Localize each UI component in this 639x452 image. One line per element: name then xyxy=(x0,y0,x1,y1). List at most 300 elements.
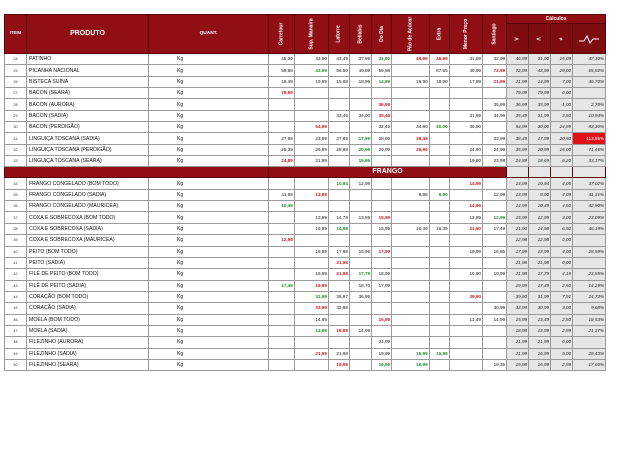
difference-cell[interactable]: 3,00 xyxy=(551,212,573,223)
product-name-cell[interactable]: FRANGO CONGELADO (MAURICEA) xyxy=(27,201,149,212)
price-cell[interactable]: 15,99 xyxy=(372,314,392,325)
variation-percent-cell[interactable]: 23,09% xyxy=(573,212,606,223)
price-cell[interactable] xyxy=(269,337,295,348)
price-cell[interactable]: 12,99 xyxy=(482,212,506,223)
item-number-cell[interactable]: 28 xyxy=(5,99,27,110)
price-cell[interactable]: 16,99 xyxy=(372,359,392,370)
price-cell[interactable]: 39,90 xyxy=(449,291,482,302)
difference-cell[interactable]: 0,00 xyxy=(551,337,573,348)
item-number-cell[interactable]: 50 xyxy=(5,359,27,370)
product-name-cell[interactable]: COXA E SOBRECOXA (BOM TODO) xyxy=(27,212,149,223)
price-cell[interactable] xyxy=(429,303,449,314)
price-cell[interactable] xyxy=(449,280,482,291)
price-cell[interactable]: 46,99 xyxy=(392,54,430,65)
price-cell[interactable] xyxy=(429,337,449,348)
product-name-cell[interactable]: MOELA (SADIA) xyxy=(27,325,149,336)
price-cell[interactable] xyxy=(449,133,482,144)
price-cell[interactable] xyxy=(372,257,392,268)
variation-percent-cell[interactable]: 65,92% xyxy=(573,65,606,76)
product-name-cell[interactable]: BISTECA SUÍNA xyxy=(27,76,149,87)
price-cell[interactable]: 24,99 xyxy=(482,144,506,155)
price-cell[interactable] xyxy=(392,65,430,76)
variation-percent-cell[interactable] xyxy=(573,257,606,268)
price-cell[interactable]: 72,99 xyxy=(482,65,506,76)
variation-percent-cell[interactable]: 42,90% xyxy=(573,201,606,212)
variation-percent-cell[interactable]: 41,31% xyxy=(573,189,606,200)
price-cell[interactable]: 18,99 xyxy=(349,76,371,87)
min-price-cell[interactable]: 10,94 xyxy=(529,178,551,189)
min-price-cell[interactable]: 9,90 xyxy=(529,189,551,200)
min-price-cell[interactable]: 13,99 xyxy=(529,246,551,257)
price-cell[interactable] xyxy=(328,201,349,212)
variation-percent-cell[interactable]: 21,37% xyxy=(573,325,606,336)
price-cell[interactable]: 17,49 xyxy=(269,280,295,291)
price-cell[interactable] xyxy=(392,88,430,99)
price-cell[interactable]: 27,99 xyxy=(269,133,295,144)
price-cell[interactable] xyxy=(269,246,295,257)
price-cell[interactable] xyxy=(372,156,392,167)
price-cell[interactable] xyxy=(392,269,430,280)
price-cell[interactable] xyxy=(482,337,506,348)
max-price-cell[interactable]: 21,99 xyxy=(507,348,529,359)
variation-percent-cell[interactable]: 83,30% xyxy=(573,122,606,133)
min-price-cell[interactable]: 20,99 xyxy=(529,144,551,155)
difference-cell[interactable]: 29,00 xyxy=(551,65,573,76)
min-price-cell[interactable]: 14,99 xyxy=(529,76,551,87)
price-cell[interactable]: 21,90 xyxy=(449,223,482,234)
price-cell[interactable]: 59,98 xyxy=(372,65,392,76)
item-number-cell[interactable]: 42 xyxy=(5,269,27,280)
price-cell[interactable] xyxy=(349,359,371,370)
price-cell[interactable] xyxy=(294,110,328,121)
price-cell[interactable]: 59,98 xyxy=(269,65,295,76)
price-cell[interactable]: 18,99 xyxy=(372,269,392,280)
price-cell[interactable] xyxy=(269,110,295,121)
price-cell[interactable]: 14,79 xyxy=(328,212,349,223)
price-cell[interactable]: 16,99 xyxy=(294,246,328,257)
max-price-cell[interactable]: 15,99 xyxy=(507,314,529,325)
item-number-cell[interactable]: 32 xyxy=(5,144,27,155)
difference-cell[interactable]: 4,19 xyxy=(551,269,573,280)
price-cell[interactable]: 14,99 xyxy=(349,325,371,336)
min-price-cell[interactable]: 17,99 xyxy=(529,133,551,144)
price-cell[interactable] xyxy=(429,246,449,257)
difference-cell[interactable]: 6,92 xyxy=(551,223,573,234)
product-name-cell[interactable]: PATINHO xyxy=(27,54,149,65)
variation-percent-cell[interactable]: 10,94% xyxy=(573,110,606,121)
variation-percent-cell[interactable]: 71,46% xyxy=(573,144,606,155)
price-cell[interactable]: 9,90 xyxy=(429,189,449,200)
price-cell[interactable]: 36,99 xyxy=(349,291,371,302)
min-price-cell[interactable]: 13,49 xyxy=(529,314,551,325)
quantity-unit-cell[interactable]: Kg xyxy=(149,65,269,76)
price-cell[interactable]: 18,70 xyxy=(349,280,371,291)
price-cell[interactable] xyxy=(482,325,506,336)
price-cell[interactable] xyxy=(349,235,371,246)
item-number-cell[interactable]: 47 xyxy=(5,325,27,336)
variation-percent-cell[interactable]: 14,29% xyxy=(573,280,606,291)
price-cell[interactable] xyxy=(269,314,295,325)
price-cell[interactable] xyxy=(372,88,392,99)
variation-percent-cell[interactable] xyxy=(573,337,606,348)
price-cell[interactable]: 23,99 xyxy=(294,133,328,144)
price-cell[interactable] xyxy=(349,99,371,110)
difference-cell[interactable]: 6,20 xyxy=(551,156,573,167)
quantity-unit-cell[interactable]: Kg xyxy=(149,359,269,370)
min-price-cell[interactable]: 12,99 xyxy=(529,212,551,223)
quantity-unit-cell[interactable]: Kg xyxy=(149,246,269,257)
price-cell[interactable]: 41,59 xyxy=(449,54,482,65)
price-cell[interactable]: 16,85 xyxy=(482,246,506,257)
price-cell[interactable] xyxy=(349,189,371,200)
price-cell[interactable] xyxy=(392,280,430,291)
price-cell[interactable]: 14,98 xyxy=(328,223,349,234)
price-cell[interactable]: 14,99 xyxy=(449,178,482,189)
price-cell[interactable]: 49,99 xyxy=(449,65,482,76)
product-name-cell[interactable]: FILEZINHO (AURORA) xyxy=(27,337,149,348)
price-cell[interactable]: 23,99 xyxy=(482,133,506,144)
price-cell[interactable]: 15,99 xyxy=(372,223,392,234)
quantity-unit-cell[interactable]: Kg xyxy=(149,144,269,155)
price-cell[interactable] xyxy=(269,99,295,110)
min-price-cell[interactable]: 30,99 xyxy=(529,303,551,314)
price-cell[interactable]: 38,97 xyxy=(328,291,349,302)
price-cell[interactable]: 18,90 xyxy=(429,76,449,87)
price-cell[interactable]: 9,98 xyxy=(392,189,430,200)
price-cell[interactable]: 43,90 xyxy=(294,54,328,65)
variation-percent-cell[interactable]: 23,55% xyxy=(573,269,606,280)
price-cell[interactable] xyxy=(328,314,349,325)
item-number-cell[interactable]: 25 xyxy=(5,65,27,76)
min-price-cell[interactable]: 16,99 xyxy=(529,359,551,370)
price-cell[interactable] xyxy=(269,348,295,359)
price-cell[interactable] xyxy=(269,359,295,370)
item-number-cell[interactable]: 35 xyxy=(5,189,27,200)
quantity-unit-cell[interactable]: Kg xyxy=(149,189,269,200)
price-cell[interactable] xyxy=(392,110,430,121)
difference-cell[interactable]: 4,09 xyxy=(551,189,573,200)
price-cell[interactable] xyxy=(429,257,449,268)
product-name-cell[interactable]: CORAÇÃO (SADIA) xyxy=(27,303,149,314)
min-price-cell[interactable]: 13,99 xyxy=(529,325,551,336)
quantity-unit-cell[interactable]: Kg xyxy=(149,54,269,65)
price-cell[interactable]: 33,98 xyxy=(328,303,349,314)
max-price-cell[interactable]: 21,99 xyxy=(507,76,529,87)
price-cell[interactable]: 18,98 xyxy=(328,325,349,336)
price-cell[interactable] xyxy=(269,325,295,336)
price-cell[interactable] xyxy=(349,257,371,268)
item-number-cell[interactable]: 44 xyxy=(5,291,27,302)
product-name-cell[interactable]: LINGUIÇA TOSCANA (PERDIGÃO) xyxy=(27,144,149,155)
product-name-cell[interactable]: FILÉ DE PEITO (SADIA) xyxy=(27,280,149,291)
min-price-cell[interactable]: 18,69 xyxy=(529,156,551,167)
difference-cell[interactable]: 3,50 xyxy=(551,110,573,121)
price-cell[interactable] xyxy=(429,88,449,99)
price-cell[interactable]: 31,90 xyxy=(372,54,392,65)
price-cell[interactable]: 43,49 xyxy=(328,54,349,65)
price-cell[interactable] xyxy=(328,99,349,110)
price-cell[interactable] xyxy=(429,144,449,155)
difference-cell[interactable]: 0,00 xyxy=(551,88,573,99)
variation-percent-cell[interactable]: 24,73% xyxy=(573,291,606,302)
price-cell[interactable] xyxy=(429,201,449,212)
price-cell[interactable] xyxy=(449,88,482,99)
price-cell[interactable]: 19,99 xyxy=(294,76,328,87)
price-cell[interactable] xyxy=(349,122,371,133)
price-cell[interactable] xyxy=(269,178,295,189)
price-cell[interactable] xyxy=(349,223,371,234)
price-cell[interactable]: 36,99 xyxy=(372,99,392,110)
price-cell[interactable]: 19,49 xyxy=(269,76,295,87)
price-cell[interactable]: 23,99 xyxy=(482,156,506,167)
price-cell[interactable]: 19,35 xyxy=(482,359,506,370)
product-name-cell[interactable]: FILÉ DE PEITO (BOM TODO) xyxy=(27,269,149,280)
min-price-cell[interactable]: 12,98 xyxy=(529,235,551,246)
difference-cell[interactable]: 2,50 xyxy=(551,280,573,291)
min-price-cell[interactable]: 17,49 xyxy=(529,280,551,291)
min-price-cell[interactable]: 31,99 xyxy=(529,291,551,302)
product-name-cell[interactable]: BACON (SADIA) xyxy=(27,110,149,121)
item-number-cell[interactable]: 33 xyxy=(5,156,27,167)
min-price-cell[interactable]: 31,99 xyxy=(529,110,551,121)
max-price-cell[interactable]: 14,99 xyxy=(507,201,529,212)
max-price-cell[interactable]: 21,98 xyxy=(507,257,529,268)
max-price-cell[interactable]: 14,99 xyxy=(507,178,529,189)
price-cell[interactable]: 19,90 xyxy=(392,76,430,87)
price-cell[interactable] xyxy=(429,314,449,325)
price-cell[interactable] xyxy=(349,201,371,212)
price-cell[interactable] xyxy=(449,303,482,314)
price-cell[interactable] xyxy=(392,303,430,314)
min-price-cell[interactable]: 14,98 xyxy=(529,223,551,234)
max-price-cell[interactable]: 39,90 xyxy=(507,291,529,302)
price-cell[interactable] xyxy=(449,348,482,359)
difference-cell[interactable]: 0,00 xyxy=(551,257,573,268)
price-cell[interactable] xyxy=(392,314,430,325)
price-cell[interactable]: 67,55 xyxy=(429,65,449,76)
difference-cell[interactable]: 15,00 xyxy=(551,144,573,155)
price-cell[interactable] xyxy=(328,337,349,348)
price-cell[interactable]: 38,49 xyxy=(392,133,430,144)
price-cell[interactable]: 45,30 xyxy=(269,54,295,65)
product-name-cell[interactable]: BACON (SEARA) xyxy=(27,88,149,99)
price-cell[interactable] xyxy=(429,269,449,280)
product-name-cell[interactable]: LINGUIÇA TOSCANA (SEARA) xyxy=(27,156,149,167)
price-cell[interactable] xyxy=(429,359,449,370)
price-cell[interactable]: 19,99 xyxy=(294,280,328,291)
price-cell[interactable]: 36,90 xyxy=(449,122,482,133)
price-cell[interactable]: 16,99 xyxy=(429,348,449,359)
price-cell[interactable] xyxy=(392,201,430,212)
price-cell[interactable] xyxy=(294,178,328,189)
price-cell[interactable] xyxy=(482,348,506,359)
max-price-cell[interactable]: 79,99 xyxy=(507,88,529,99)
price-cell[interactable]: 18,99 xyxy=(294,269,328,280)
item-number-cell[interactable]: 41 xyxy=(5,257,27,268)
product-name-cell[interactable]: FRANGO CONGELADO (BOM TODO) xyxy=(27,178,149,189)
price-cell[interactable]: 21,99 xyxy=(372,337,392,348)
max-price-cell[interactable]: 35,49 xyxy=(507,110,529,121)
price-cell[interactable] xyxy=(349,337,371,348)
max-price-cell[interactable]: 33,99 xyxy=(507,303,529,314)
quantity-unit-cell[interactable]: Kg xyxy=(149,235,269,246)
variation-percent-cell[interactable]: 28,59% xyxy=(573,246,606,257)
item-number-cell[interactable]: 37 xyxy=(5,212,27,223)
price-cell[interactable] xyxy=(482,88,506,99)
price-cell[interactable]: 56,50 xyxy=(328,65,349,76)
product-name-cell[interactable]: FRANGO CONGELADO (SADIA) xyxy=(27,189,149,200)
price-cell[interactable]: 33,99 xyxy=(294,303,328,314)
price-cell[interactable]: 19,90 xyxy=(449,269,482,280)
item-number-cell[interactable]: 49 xyxy=(5,348,27,359)
product-name-cell[interactable]: LINGUIÇA TOSCANA (SADIA) xyxy=(27,133,149,144)
quantity-unit-cell[interactable]: Kg xyxy=(149,88,269,99)
price-cell[interactable] xyxy=(349,303,371,314)
price-cell[interactable] xyxy=(392,325,430,336)
price-cell[interactable]: 43,99 xyxy=(294,65,328,76)
price-cell[interactable] xyxy=(269,257,295,268)
min-price-cell[interactable]: 21,98 xyxy=(529,257,551,268)
max-price-cell[interactable]: 21,90 xyxy=(507,223,529,234)
price-cell[interactable] xyxy=(392,291,430,302)
price-cell[interactable]: 14,99 xyxy=(449,201,482,212)
price-cell[interactable]: 14,99 xyxy=(372,76,392,87)
item-number-cell[interactable]: 26 xyxy=(5,76,27,87)
difference-cell[interactable]: 5,00 xyxy=(551,348,573,359)
variation-percent-cell[interactable] xyxy=(573,235,606,246)
variation-percent-cell[interactable]: 47,30% xyxy=(573,54,606,65)
price-cell[interactable] xyxy=(449,359,482,370)
quantity-unit-cell[interactable]: Kg xyxy=(149,303,269,314)
item-number-cell[interactable]: 40 xyxy=(5,246,27,257)
price-cell[interactable] xyxy=(429,212,449,223)
price-cell[interactable] xyxy=(372,235,392,246)
price-cell[interactable] xyxy=(449,325,482,336)
price-cell[interactable]: 21,98 xyxy=(328,348,349,359)
price-cell[interactable]: 21,98 xyxy=(328,257,349,268)
price-cell[interactable]: 30,00 xyxy=(429,122,449,133)
quantity-unit-cell[interactable]: Kg xyxy=(149,325,269,336)
difference-cell[interactable]: 1,00 xyxy=(551,99,573,110)
product-name-cell[interactable]: COXA E SOBRECOXA (MAURICEA) xyxy=(27,235,149,246)
price-cell[interactable] xyxy=(429,235,449,246)
max-price-cell[interactable]: 17,99 xyxy=(507,246,529,257)
price-cell[interactable] xyxy=(269,212,295,223)
price-cell[interactable] xyxy=(429,280,449,291)
max-price-cell[interactable]: 46,99 xyxy=(507,54,529,65)
price-cell[interactable]: 13,59 xyxy=(349,212,371,223)
price-cell[interactable] xyxy=(328,189,349,200)
difference-cell[interactable]: 7,91 xyxy=(551,291,573,302)
price-cell[interactable] xyxy=(328,156,349,167)
max-price-cell[interactable]: 36,99 xyxy=(507,99,529,110)
price-cell[interactable]: 32,49 xyxy=(372,122,392,133)
difference-cell[interactable]: 15,09 xyxy=(551,54,573,65)
min-price-cell[interactable]: 79,99 xyxy=(529,88,551,99)
product-name-cell[interactable]: PEITO (BOM TODO) xyxy=(27,246,149,257)
price-cell[interactable] xyxy=(429,156,449,167)
quantity-unit-cell[interactable]: Kg xyxy=(149,269,269,280)
price-cell[interactable]: 30,99 xyxy=(482,303,506,314)
difference-cell[interactable]: 0,00 xyxy=(551,235,573,246)
price-cell[interactable] xyxy=(392,257,430,268)
quantity-unit-cell[interactable]: Kg xyxy=(149,201,269,212)
item-number-cell[interactable]: 36 xyxy=(5,201,27,212)
price-cell[interactable] xyxy=(349,88,371,99)
price-cell[interactable] xyxy=(294,99,328,110)
price-cell[interactable]: 54,99 xyxy=(294,122,328,133)
variation-percent-cell[interactable]: 37,02% xyxy=(573,178,606,189)
min-price-cell[interactable]: 17,79 xyxy=(529,269,551,280)
price-cell[interactable] xyxy=(294,257,328,268)
price-cell[interactable]: 35,99 xyxy=(482,99,506,110)
price-cell[interactable] xyxy=(482,201,506,212)
price-cell[interactable] xyxy=(269,223,295,234)
product-name-cell[interactable]: BACON (PERDIGÃO) xyxy=(27,122,149,133)
quantity-unit-cell[interactable]: Kg xyxy=(149,291,269,302)
max-price-cell[interactable]: 13,99 xyxy=(507,189,529,200)
quantity-unit-cell[interactable]: Kg xyxy=(149,223,269,234)
price-cell[interactable]: 42,99 xyxy=(482,54,506,65)
quantity-unit-cell[interactable]: Kg xyxy=(149,122,269,133)
quantity-unit-cell[interactable]: Kg xyxy=(149,280,269,291)
price-cell[interactable]: 27,89 xyxy=(328,133,349,144)
price-cell[interactable]: 15,99 xyxy=(372,212,392,223)
item-number-cell[interactable]: 48 xyxy=(5,337,27,348)
price-cell[interactable]: 25,39 xyxy=(269,144,295,155)
product-name-cell[interactable]: BACON (AURORA) xyxy=(27,99,149,110)
price-cell[interactable] xyxy=(294,235,328,246)
difference-cell[interactable]: 20,50 xyxy=(551,133,573,144)
price-cell[interactable]: 16,99 xyxy=(392,359,430,370)
variation-percent-cell[interactable] xyxy=(573,88,606,99)
price-cell[interactable]: 35,99 xyxy=(392,144,430,155)
max-price-cell[interactable]: 54,99 xyxy=(507,122,529,133)
item-number-cell[interactable]: 27 xyxy=(5,88,27,99)
price-cell[interactable]: 12,99 xyxy=(482,189,506,200)
price-cell[interactable]: 17,98 xyxy=(328,246,349,257)
product-name-cell[interactable]: COXA E SOBRECOXA (SADIA) xyxy=(27,223,149,234)
price-cell[interactable]: 13,99 xyxy=(294,189,328,200)
price-cell[interactable]: 16,99 xyxy=(294,223,328,234)
item-number-cell[interactable]: 29 xyxy=(5,110,27,121)
price-cell[interactable]: 31,99 xyxy=(294,291,328,302)
price-cell[interactable] xyxy=(294,337,328,348)
item-number-cell[interactable]: 24 xyxy=(5,54,27,65)
quantity-unit-cell[interactable]: Kg xyxy=(149,99,269,110)
price-cell[interactable] xyxy=(482,235,506,246)
price-cell[interactable]: 16,39 xyxy=(429,223,449,234)
max-price-cell[interactable]: 19,98 xyxy=(507,359,529,370)
price-cell[interactable]: 12,99 xyxy=(349,178,371,189)
quantity-unit-cell[interactable]: Kg xyxy=(149,337,269,348)
price-cell[interactable] xyxy=(294,359,328,370)
variation-percent-cell[interactable]: 17,60% xyxy=(573,359,606,370)
price-cell[interactable] xyxy=(349,348,371,359)
price-cell[interactable] xyxy=(372,189,392,200)
price-cell[interactable] xyxy=(449,337,482,348)
price-cell[interactable] xyxy=(392,212,430,223)
quantity-unit-cell[interactable]: Kg xyxy=(149,257,269,268)
price-cell[interactable]: 20,99 xyxy=(349,144,371,155)
price-cell[interactable] xyxy=(392,99,430,110)
variation-percent-cell[interactable]: 46,70% xyxy=(573,76,606,87)
quantity-unit-cell[interactable]: Kg xyxy=(149,348,269,359)
variation-percent-cell[interactable]: 33,17% xyxy=(573,156,606,167)
price-cell[interactable]: 17,99 xyxy=(372,280,392,291)
item-number-cell[interactable]: 31 xyxy=(5,133,27,144)
difference-cell[interactable]: 3,00 xyxy=(551,303,573,314)
